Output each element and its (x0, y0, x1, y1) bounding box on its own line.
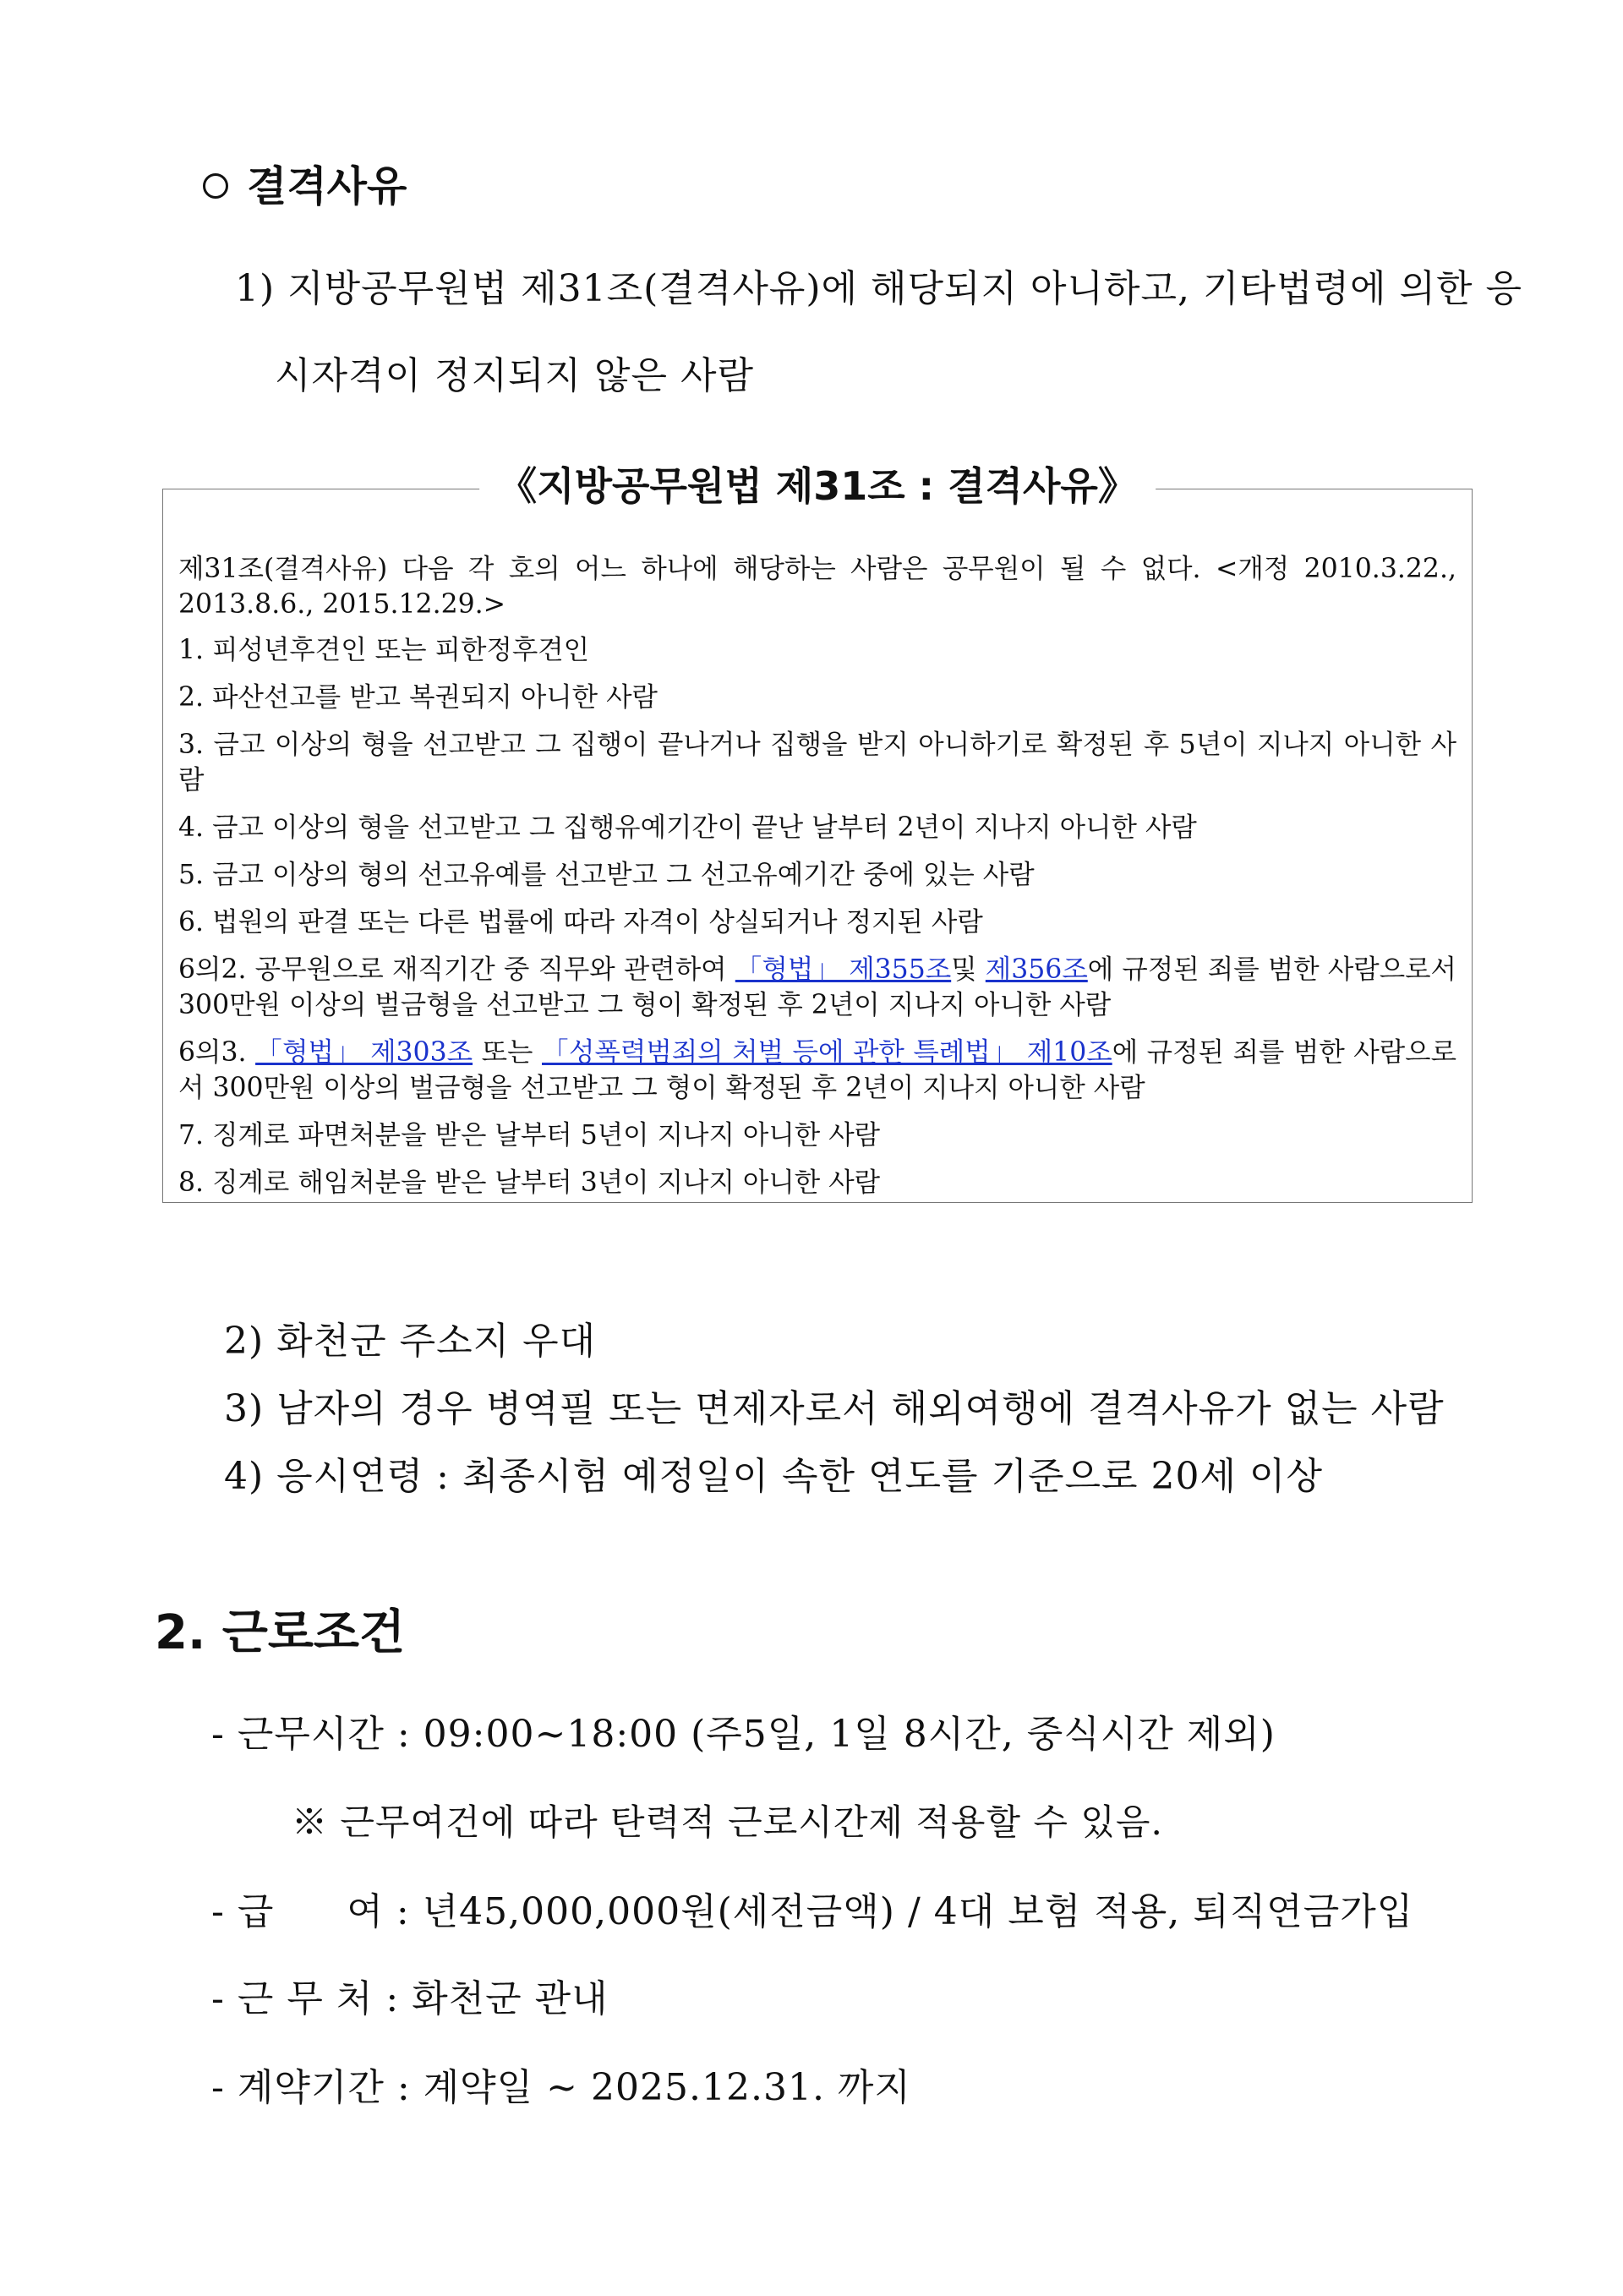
link-criminal-act-355[interactable]: 「형법」 제355조 (735, 954, 952, 985)
work-hours-note: ※ 근무여건에 따라 탄력적 근로시간제 적용할 수 있음. (292, 1801, 1163, 1843)
circle-bullet-icon (203, 173, 228, 199)
requirement-item-1-line1: 1) 지방공무원법 제31조(결격사유)에 해당되지 아니하고, 기타법령에 의한 응 (235, 267, 1522, 310)
requirement-item-4: 4) 응시연령 : 최종시험 예정일이 속한 연도를 기준으로 20세 이상 (224, 1455, 1323, 1498)
law-item: 7. 징계로 파면처분을 받은 날부터 5년이 지나지 아니한 사람 (178, 1120, 881, 1151)
requirement-item-1-line2: 시자격이 정지되지 않은 사람 (275, 354, 755, 397)
workplace-row: - 근 무 처 : 화천군 관내 (211, 1977, 609, 2020)
law-item: 1. 피성년후견인 또는 피한정후견인 (178, 635, 590, 665)
law-item: 2. 파산선고를 받고 복권되지 아니한 사람 (178, 682, 658, 713)
law-item: 5. 금고 이상의 형의 선고유예를 선고받고 그 선고유예기간 중에 있는 사람 (178, 860, 1035, 890)
law-item: 4. 금고 이상의 형을 선고받고 그 집행유예기간이 끝난 날부터 2년이 지나지 아니한 사람 (178, 812, 1197, 843)
law-item: 8. 징계로 해임처분을 받은 날부터 3년이 지나지 아니한 사람 (178, 1167, 881, 1198)
section-heading-working-conditions: 2. 근로조건 (155, 1605, 406, 1660)
law-item: 6. 법원의 판결 또는 다른 법률에 따라 자격이 상실되거나 정지된 사람 (178, 907, 983, 938)
law-box-title: 《지방공무원법 제31조 : 결격사유》 (479, 456, 1156, 511)
link-sexual-crimes-act-10[interactable]: 「성폭력범죄의 처벌 등에 관한 특례법」 제10조 (542, 1037, 1112, 1068)
link-criminal-act-356[interactable]: 제356조 (985, 954, 1088, 985)
work-hours-row: - 근무시간 : 09:00~18:00 (주5일, 1일 8시간, 중식시간 제외) (211, 1713, 1276, 1756)
requirement-item-2: 2) 화천군 주소지 우대 (224, 1320, 597, 1363)
law-item: 3. 금고 이상의 형을 선고받고 그 집행이 끝나거나 집행을 받지 아니하기로 확정된 후 5년이 지나지 아니한 사람 (178, 730, 1456, 795)
law-item-6-2: 6의2. 공무원으로 재직기간 중 직무와 관련하여 「형법」 제355조및 제356조에 규정된 죄를 범한 사람으로서 300만원 이상의 벌금형을 선고받고 그 형이 확정된 후 2년이 지나지 아니한 사람 (178, 954, 1456, 1020)
pay-row: - 급 여 : 년45,000,000원(세전금액) / 4대 보험 적용, 퇴직연금가입 (211, 1890, 1414, 1933)
law-box-body (178, 551, 1456, 1212)
law-item-6-3: 6의3. 「형법」 제303조 또는 「성폭력범죄의 처벌 등에 관한 특례법」 제10조에 규정된 죄를 범한 사람으로서 300만원 이상의 벌금형을 선고받고 그 형이 확정된 후 2년이 지나지 아니한 사람 (178, 1037, 1457, 1103)
law-intro: 제31조(결격사유) 다음 각 호의 어느 하나에 해당하는 사람은 공무원이 될 수 없다. <개정 2010.3.22., 2013.8.6., 2015.12.29.> (178, 554, 1456, 620)
link-criminal-act-303[interactable]: 「형법」 제303조 (255, 1037, 473, 1068)
requirement-item-3: 3) 남자의 경우 병역필 또는 면제자로서 해외여행에 결격사유가 없는 사람 (224, 1387, 1445, 1430)
law-excerpt-box (162, 463, 1473, 1203)
contract-term-row: - 계약기간 : 계약일 ~ 2025.12.31. 까지 (211, 2066, 911, 2109)
section-heading-disqualification: 결격사유 (203, 154, 407, 213)
